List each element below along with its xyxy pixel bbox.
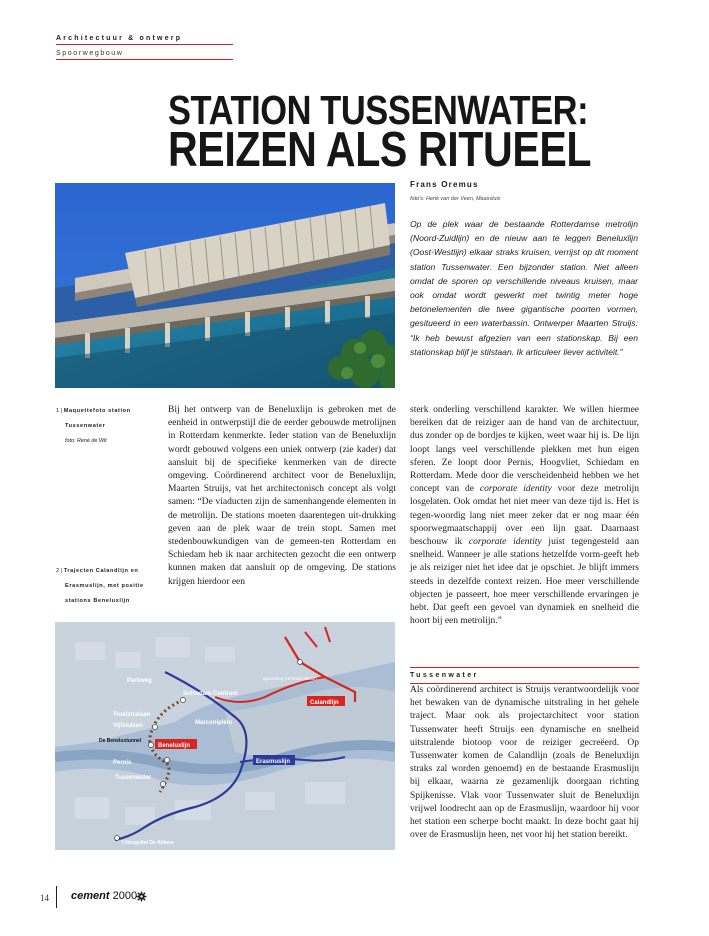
headline-line-2: REIZEN ALS RITUEEL bbox=[168, 123, 592, 177]
body-column-1 bbox=[168, 404, 396, 589]
magazine-name: cement 2000 bbox=[71, 890, 138, 902]
map-label-marconiplein: Marconiplein bbox=[195, 720, 233, 726]
caption-2-title: 2 | Trajecten Calandlijn en bbox=[56, 568, 139, 574]
map-label-calandlijn: Calandlijn bbox=[310, 700, 339, 706]
photo-credit: foto's: Henk van der Veen, Maassluis bbox=[410, 196, 501, 202]
map-label-troelstralaan: Troelstralaan bbox=[113, 712, 151, 718]
caption-1-credit: foto: René de Wit bbox=[65, 438, 107, 444]
body-column-3 bbox=[410, 684, 639, 842]
map-label-spoorweg: Spoorweg Centraal Station bbox=[263, 676, 317, 681]
body-paragraph: sterk onderling verschillend karakter. We willen hiermee bereiken dat de reiziger aan de hand van de architectuur, dus zonder op de bordjes te kijken, weet waar hij is. De lijn loopt langs veel verschillende plekken met hun eigen sferen. Ze loopt door Pernis, Hoogvliet, Schiedam en Rotterdam. Mede door die verscheidenheid hebben we het concept van de corporate identity voor deze metrolijn losgelaten. Ook omdat het niet meer van deze tijd is. Het is tegen-woordig lang niet meer zeker dat er nog maar één spoorwegmaatschappij over een lijn gaat. Daarnaast beschouw ik corporate identity juist tegengesteld aan snelheid. Wanneer je alle stations hetzelfde vorm-geeft heb je als reiziger niet het idee dat je opschiet. Je blijft immers steeds in dezelfde context reizen. Hoe meer verschillende objecten je passeert, hoe meer verschillende ervaringen je hebt. Dat geeft een gevoel van dynamiek en snelheid die hoort bij een metrolijn.” bbox=[410, 405, 639, 627]
map-label-hoogvliet: 't Hoogvliet De Akkers bbox=[121, 840, 174, 846]
map-label-beneluxlijn: Beneluxlijn bbox=[158, 743, 191, 749]
map-label-erasmuslijn: Erasmuslijn bbox=[256, 759, 291, 765]
map-label-schiedam: Schiedam Centrum bbox=[183, 691, 238, 697]
lead-paragraph: Op de plek waar de bestaande Rotterdamse metrolijn (Noord-Zuidlijn) en de nieuw aan te leggen Beneluxlijn (Oost-Westlijn) elkaar straks kruisen, verrijst op dit moment station Tussenwater. Een bijzonder station. Niet alleen omdat de sporen op verschillende niveaus kruisen, maar ook omdat wordt gewerkt met twintig meter hoge betonelementen die twee gigantische poorten vormen, gesitueerd in een waterbassin. Ontwerper Maarten Struijs: “Ik heb bewust afgezien van een stationskap. Bij een stationskap blijf je stilstaan. Ik articuleer liever activiteit.” bbox=[410, 219, 638, 357]
caption-2 bbox=[56, 564, 156, 609]
map-label-beneluxtunnel: De Beneluxtunnel bbox=[99, 738, 142, 744]
map-label-pernis: Pernis bbox=[113, 760, 132, 766]
map-label-tussenwater: Tussenwater bbox=[115, 775, 152, 781]
caption-2-title3: stations Beneluxlijn bbox=[65, 598, 130, 604]
maquette-photo bbox=[55, 183, 395, 388]
route-map bbox=[55, 622, 395, 850]
body-paragraph: Als coördinerend architect is Struijs verantwoordelijk voor het bewaken van de dynamische uitstraling in het gehele traject. Maar ook als projectarchitect voor station Tussenwater heeft Struijs een dynamische en snelheid uitstralende biotoop voor de reiziger gecreëerd. Op Tussenwater komen de Calandlijn (zoals de Beneluxlijn straks zal worden genoemd) en de bestaande Erasmuslijn bij elkaar, waarna ze gezamenlijk doorgaan richting Spijkenisse. Vlak voor Tussenwater sluit de Beneluxlijn vrijwel loodrecht aan op de Erasmuslijn, waardoor hij voor het station een scherpe bocht maakt. In deze bocht gaat hij over de Erasmuslijn heen, net voor hij het station bereikt. bbox=[410, 685, 639, 841]
author-name: Frans Oremus bbox=[410, 180, 479, 189]
page-number: 14 bbox=[40, 893, 49, 903]
header-rule-1 bbox=[56, 44, 233, 45]
caption-1-title: 1 | Maquettefoto station bbox=[56, 408, 131, 414]
subsection-label: Spoorwegbouw bbox=[56, 50, 124, 57]
section-subhead: Tussenwater bbox=[410, 672, 479, 679]
map-label-vijfsluizen: Vijfsluizen bbox=[113, 723, 143, 729]
footer-divider bbox=[56, 886, 57, 908]
section-label: Architectuur & ontwerp bbox=[56, 35, 183, 42]
map-label-parkweg: Parkweg bbox=[127, 678, 152, 684]
body-column-2 bbox=[410, 404, 639, 628]
subhead-rule-top bbox=[410, 667, 639, 668]
header-rule-2 bbox=[56, 59, 233, 60]
caption-1 bbox=[56, 404, 156, 449]
cog-icon bbox=[136, 891, 147, 902]
body-paragraph: Bij het ontwerp van de Beneluxlijn is gebroken met de eenheid in ontwerpstijl die de eerder gebouwde metrolijnen in Rotterdam kenmerkte. Ieder station van de Beneluxlijn wordt gebouwd volgens een uniek ontwerp (zie kader) dat aansluit bij de specifieke kenmerken van de directe omgeving. Coördinerend architect voor de Beneluxlijn, Maarten Struijs, vat het architectonisch concept als volgt samen: “De viaducten zijn de samenhangende elementen in de metrolijn. De stations moeten daarentegen uit-drukking geven aan de plek waar de trein stopt. Samen met stedenbouwkundigen van de gemeen-ten Rotterdam en Schiedam heb ik naar architecten gezocht die een ontwerp kunnen maken dat aansluit op de omgeving. De stations krijgen hierdoor een bbox=[168, 405, 396, 587]
headline-line-1: STATION TUSSENWATER: bbox=[168, 87, 589, 133]
caption-2-title2: Erasmuslijn, met positie bbox=[65, 583, 144, 589]
caption-1-title2: Tussenwater bbox=[65, 423, 106, 429]
